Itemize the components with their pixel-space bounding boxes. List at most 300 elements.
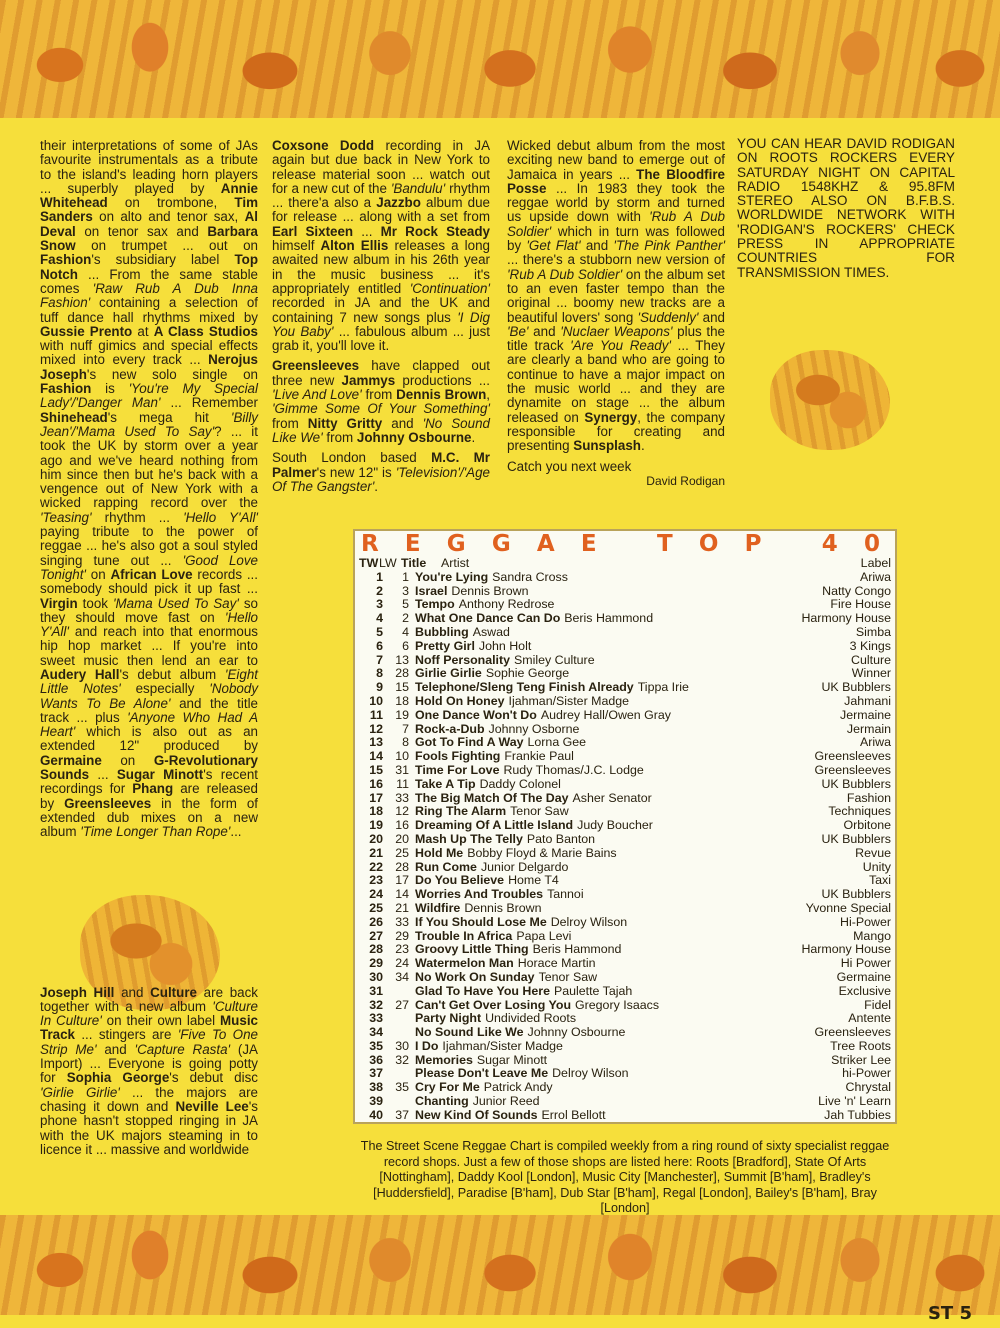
song-title: Can't Get Over Losing You [415, 997, 572, 1012]
chart-row [355, 736, 895, 750]
italic-title: 'Get Flat' [526, 238, 581, 254]
this-week-position: 28 [369, 942, 383, 957]
bold-name: Johnny Osbourne [356, 429, 472, 445]
this-week-position: 7 [376, 652, 383, 667]
bold-name: Greensleeves [272, 358, 360, 374]
italic-title: 'Time Longer Than Rope' [80, 824, 231, 840]
last-week-position: 19 [395, 707, 409, 722]
song-title: Fools Fighting [415, 749, 501, 764]
italic-title: 'No Sound Like We' [272, 415, 490, 445]
italic-title: 'Suddenly' [637, 309, 699, 325]
song-title: I Do [415, 1038, 439, 1053]
artist-name: Tannoi [547, 887, 584, 902]
record-label: Greensleeves [814, 749, 891, 764]
bold-name: Virgin [40, 595, 78, 611]
record-label: Germaine [836, 969, 891, 984]
chart-row [355, 723, 895, 737]
song-title: No Sound Like We [415, 1025, 524, 1040]
bold-name: Phang [132, 781, 174, 797]
article-column-1 [40, 139, 258, 1157]
italic-title: 'Culture In Culture' [40, 998, 258, 1029]
record-label: Greensleeves [814, 762, 891, 777]
artist-name: Bobby Floyd & Marie Bains [467, 845, 617, 860]
song-title: Israel [415, 583, 448, 598]
last-week-position: 33 [395, 790, 409, 805]
chart-row [355, 847, 895, 861]
record-label: Techniques [828, 804, 891, 819]
bold-name: Annie Whitehead [40, 180, 258, 211]
this-week-position: 37 [369, 1066, 383, 1081]
bold-name: Tim Sanders [40, 195, 258, 225]
record-label: Jermain [846, 721, 891, 736]
italic-title: 'Live And Love' [272, 387, 362, 403]
bold-name: Sunsplash [573, 438, 641, 454]
artist-name: Delroy Wilson [550, 914, 628, 929]
artist-name: Anthony Redrose [458, 597, 555, 612]
last-week-position: 13 [395, 652, 409, 667]
this-week-position: 14 [369, 749, 383, 764]
header-last-week: LW [379, 556, 397, 570]
last-week-position: 18 [395, 693, 409, 708]
this-week-position: 11 [369, 707, 383, 722]
last-week-position: 32 [395, 1052, 409, 1067]
chart-row [355, 902, 895, 916]
song-title: Noff Personality [415, 652, 511, 667]
song-title: Please Don't Leave Me [415, 1066, 549, 1081]
this-week-position: 2 [376, 583, 383, 598]
record-label: UK Bubblers [821, 680, 891, 695]
last-week-position: 21 [395, 900, 409, 915]
bold-name: The Bloodfire Posse [507, 166, 725, 196]
this-week-position: 40 [369, 1107, 383, 1122]
record-label: Fashion [846, 790, 891, 805]
artist-name: Daddy Colonel [479, 776, 561, 791]
record-label: Harmony House [801, 611, 891, 626]
song-title: Cry For Me [415, 1080, 480, 1095]
bold-name: Synergy [584, 409, 638, 425]
italic-title: 'The Pink Panther' [613, 238, 725, 254]
italic-title: 'Bandulu' [390, 180, 446, 196]
record-label: Taxi [868, 873, 891, 888]
chart-row [355, 999, 895, 1013]
song-title: Pretty Girl [415, 638, 475, 653]
last-week-position: 15 [395, 680, 409, 695]
bold-name: Jazzbo [376, 195, 421, 211]
last-week-position: 7 [402, 721, 409, 736]
artist-name: Rudy Thomas/J.C. Lodge [503, 762, 644, 777]
bold-name: Alton Ellis [320, 238, 389, 254]
chart-title-letter [623, 531, 632, 557]
chart-row [355, 957, 895, 971]
artist-name: Beris Hammond [532, 942, 622, 957]
article-paragraph: Joseph Hill and Culture are back together with a new album 'Culture In Culture' on their own label Music Track ... stingers are 'Five To One Strip Me' and 'Capture Rasta' (JA Import) ... Everyone is going potty for Sophia George's debut disc 'Girlie Girlie' ... the majors are chasing it down and Neville Lee's phone hasn't stopped ringing in JA with the UK majors steaming in to licence it ... massive and worldwide [40, 984, 259, 1157]
artist-name: Frankie Paul [504, 749, 574, 764]
this-week-position: 22 [369, 859, 383, 874]
last-week-position: 34 [395, 969, 409, 984]
chart-row [355, 1067, 895, 1081]
this-week-position: 6 [376, 638, 383, 653]
this-week-position: 19 [369, 818, 383, 833]
song-title: Ring The Alarm [415, 804, 507, 819]
chart-row [355, 640, 895, 654]
bold-name: Audery Hall [40, 666, 120, 682]
this-week-position: 1 [376, 569, 383, 584]
record-label: Hi Power [840, 956, 891, 971]
record-label: Greensleeves [814, 1025, 891, 1040]
song-title: Girlie Girlie [415, 666, 482, 681]
artist-name: Ijahman/Sister Madge [442, 1038, 563, 1053]
song-title: Worries And Troubles [415, 887, 544, 902]
bold-name: Shinehead [40, 409, 108, 425]
song-title: New Kind Of Sounds [415, 1107, 538, 1122]
chart-row [355, 971, 895, 985]
artist-name: Paulette Tajah [553, 983, 633, 998]
chart-footnote: The Street Scene Reggae Chart is compiled weekly from a ring round of sixty specialist reggae record shops. Just a few of those shops are listed here: Roots [Bradford], State Of Arts [Nottingham], Daddy Kool [London], Music City [Manchester], Summit [B'ham], Bradley's [Huddersfield], Paradise [B'ham], Dub Star [B'ham], Regal [London], Bailey's [B'ham], Bray [London] [360, 1139, 890, 1216]
this-week-position: 18 [369, 804, 383, 819]
song-title: Wildfire [415, 900, 461, 915]
bold-name: M.C. Mr Palmer [272, 450, 490, 480]
page-number: ST 5 [927, 1303, 972, 1324]
chart-row [355, 916, 895, 930]
song-title: The Big Match Of The Day [415, 790, 569, 805]
chart-row [355, 861, 895, 875]
record-label: Fidel [864, 997, 891, 1012]
record-label: Yvonne Special [805, 900, 891, 915]
record-label: Exclusive [838, 983, 891, 998]
artist-name: Tenor Saw [510, 804, 569, 819]
bold-name: Germaine [40, 752, 102, 768]
record-label: Ariwa [860, 735, 891, 750]
last-week-position: 17 [395, 873, 409, 888]
bold-name: Joseph Hill [40, 984, 115, 1000]
decorative-lion-band-bottom [0, 1215, 1000, 1315]
record-label: Unity [862, 859, 891, 874]
song-title: Hold On Honey [415, 693, 505, 708]
song-title: What One Dance Can Do [415, 611, 561, 626]
article-paragraph: Wicked debut album from the most exciting new band to emerge out of Jamaica in years ... The Bloodfire Posse ... In 1983 they took the reggae world by storm and turned us upside down with 'Rub A Dub Soldier' which in turn was followed by 'Get Flat' and 'The Pink Panther' ... there's a stubborn new version of 'Rub A Dub Soldier' on the album set to an even faster tempo than the original ... boomy new tracks are a beautiful lovers' song 'Suddenly' and 'Be' and 'Nuclaer Weapons' plus the title track 'Are You Ready' ... They are clearly a band who are going to continue to have a major impact on the music world ... and they are dynamite on stage ... the album released on Synergy, the company responsible for creating and presenting Sunsplash. [507, 138, 725, 454]
italic-title: 'Anyone Who Had A Heart' [40, 709, 259, 740]
this-week-position: 16 [369, 776, 383, 791]
artist-name: Sophie George [485, 666, 570, 681]
song-title: Run Come [415, 859, 477, 874]
bold-name: Sugar Minott [116, 767, 204, 783]
record-label: Culture [851, 652, 891, 667]
italic-title: 'Hello Y'All' [40, 609, 258, 640]
artist-name: Horace Martin [517, 956, 596, 971]
artist-name: Home T4 [508, 873, 559, 888]
last-week-position: 1 [402, 569, 409, 584]
song-title: Dreaming Of A Little Island [415, 818, 574, 833]
last-week-position: 29 [395, 928, 409, 943]
radio-notice: YOU CAN HEAR DAVID RODIGAN ON ROOTS ROCKERS EVERY SATURDAY NIGHT ON CAPITAL RADIO 1548KHZ & 95.8FM STEREO ALSO ON B.F.B.S. WORLDWIDE NETWORK WITH 'RODIGAN'S ROCKERS' CHECK PRESS IN APPROPRIATE COUNTRIES FOR TRANSMISSION TIMES. [737, 136, 955, 280]
song-title: Watermelon Man [415, 956, 514, 971]
reggae-top-40-chart [353, 529, 897, 1124]
artist-name: Dennis Brown [451, 583, 529, 598]
song-title: Hold Me [415, 845, 464, 860]
artist-name: Tenor Saw [538, 969, 598, 984]
this-week-position: 30 [369, 969, 383, 984]
song-title: Telephone/Sleng Teng Finish Already [415, 680, 634, 695]
chart-row [355, 985, 895, 999]
artist-name: Tippa Irie [637, 680, 689, 695]
chart-title-letter: R [361, 531, 380, 557]
artist-name: Johnny Osborne [488, 721, 580, 736]
artist-name: Delroy Wilson [552, 1066, 629, 1081]
this-week-position: 10 [369, 693, 383, 708]
record-label: hi-Power [842, 1066, 891, 1081]
this-week-position: 38 [369, 1080, 383, 1095]
last-week-position: 20 [395, 831, 409, 846]
this-week-position: 25 [369, 900, 383, 915]
italic-title: 'Billy Jean'/'Mama Used To Say' [40, 409, 258, 439]
record-label: Jah Tubbies [824, 1107, 891, 1122]
last-week-position: 2 [402, 611, 409, 626]
chart-row [355, 585, 895, 599]
record-label: UK Bubblers [821, 776, 891, 791]
italic-title: 'Continuation' [409, 280, 490, 296]
decorative-lion-band-top [0, 0, 1000, 118]
article-paragraph: South London based M.C. Mr Palmer's new 12" is 'Television'/'Age Of The Gangster'. [272, 450, 490, 494]
song-title: Party Night [415, 1011, 482, 1026]
italic-title: 'Gimme Some Of Your Something' [272, 401, 490, 417]
italic-title: 'Television'/'Age Of The Gangster' [272, 464, 490, 494]
record-label: Simba [855, 624, 891, 639]
song-title: Take A Tip [415, 776, 476, 791]
song-title: If You Should Lose Me [415, 914, 547, 929]
chart-row [355, 1026, 895, 1040]
bold-name: African Love [110, 566, 193, 582]
chart-row [355, 805, 895, 819]
italic-title: 'I Dig You Baby' [272, 309, 490, 339]
record-label: Tree Roots [830, 1038, 891, 1053]
record-label: 3 Kings [849, 638, 891, 653]
bold-name: Al Deval [40, 209, 258, 239]
bold-name: Barbara Snow [40, 223, 258, 254]
record-label: Harmony House [801, 942, 891, 957]
signoff: Catch you next week [507, 458, 632, 474]
bold-name: G-Revolutionary Sounds [40, 752, 258, 783]
chart-title-letter: 0 [863, 531, 881, 557]
song-title: Trouble In Africa [415, 928, 513, 943]
chart-row [355, 667, 895, 681]
last-week-position: 28 [395, 666, 409, 681]
this-week-position: 21 [369, 845, 383, 860]
last-week-position: 11 [396, 776, 409, 791]
record-label: Mango [853, 928, 891, 943]
last-week-position: 8 [402, 735, 409, 750]
this-week-position: 13 [369, 735, 383, 750]
artist-name: Junior Reed [472, 1094, 540, 1109]
this-week-position: 32 [369, 997, 383, 1012]
song-title: Bubbling [415, 624, 469, 639]
chart-row [355, 612, 895, 626]
chart-row [355, 819, 895, 833]
last-week-position: 6 [402, 638, 409, 653]
chart-row [355, 1012, 895, 1026]
this-week-position: 33 [369, 1011, 383, 1026]
chart-header-row [355, 557, 895, 571]
this-week-position: 27 [369, 928, 383, 943]
this-week-position: 26 [369, 914, 383, 929]
this-week-position: 12 [369, 721, 383, 736]
italic-title: 'Good Love Tonight' [40, 552, 259, 582]
bold-name: Top Notch [40, 252, 258, 282]
artist-name: Papa Levi [516, 928, 572, 943]
italic-title: 'Be' [507, 323, 529, 339]
song-title: Do You Believe [415, 873, 505, 888]
chart-row [355, 833, 895, 847]
chart-row [355, 792, 895, 806]
artist-name: Ijahman/Sister Madge [508, 693, 630, 708]
article-column-3 [507, 139, 725, 488]
bold-name: Neville Lee [175, 1098, 249, 1114]
artist-name: Beris Hammond [564, 611, 654, 626]
song-title: Glad To Have You Here [415, 983, 550, 998]
bold-name: Greensleeves [64, 795, 152, 811]
last-week-position: 10 [395, 749, 409, 764]
header-label: Label [860, 556, 891, 570]
author-signature: David Rodigan [646, 473, 725, 488]
last-week-position: 30 [395, 1038, 409, 1053]
chart-row [355, 1054, 895, 1068]
this-week-position: 39 [369, 1094, 383, 1109]
bold-name: Sophia George [66, 1070, 170, 1086]
this-week-position: 20 [369, 831, 383, 846]
record-label: Orbitone [843, 818, 891, 833]
record-label: Live 'n' Learn [818, 1094, 891, 1109]
bold-name: Nitty Gritty [307, 415, 383, 431]
record-label: Jermaine [840, 707, 891, 722]
artist-name: John Holt [478, 638, 532, 653]
this-week-position: 5 [376, 624, 383, 639]
article-paragraph: Coxsone Dodd recording in JA again but due back in New York to release material soon ... watch out for a new cut of the 'Bandulu' rhythm ... there'a also a Jazzbo album due for release ... along with a set from Earl Sixteen ... Mr Rock Steady himself Alton Ellis releases a long awaited new album in his 26th year in the music business ... it's appropriately entitled 'Continuation' recorded in JA and the UK and containing 7 new songs plus 'I Dig You Baby' ... fabulous album ... just grab it, you'll love it. [272, 138, 491, 354]
artist-name: Judy Boucher [577, 818, 653, 833]
italic-title: 'You're My Special Lady'/'Danger Man' [40, 381, 258, 411]
last-week-position: 23 [395, 942, 409, 957]
chart-row [355, 888, 895, 902]
artist-name: Aswad [472, 624, 510, 639]
artist-name: Dennis Brown [464, 900, 542, 915]
artist-name: Patrick Andy [483, 1080, 553, 1095]
italic-title: 'Nobody Wants To Be Alone' [40, 681, 259, 711]
last-week-position: 5 [402, 597, 409, 612]
this-week-position: 4 [376, 611, 383, 626]
chart-title-letter: E [404, 531, 422, 557]
chart-row [355, 874, 895, 888]
last-week-position: 37 [395, 1107, 409, 1122]
this-week-position: 34 [369, 1025, 383, 1040]
chart-title-letter [788, 531, 797, 557]
italic-title: 'Hello Y'All' [183, 509, 258, 525]
italic-title: 'Are You Ready' [570, 338, 671, 354]
last-week-position: 4 [402, 624, 409, 639]
this-week-position: 17 [369, 790, 383, 805]
record-label: Winner [851, 666, 891, 681]
italic-title: 'Rub A Dub Soldier' [507, 209, 725, 239]
record-label: Jahmani [844, 693, 891, 708]
chart-rows [355, 571, 895, 1123]
this-week-position: 29 [369, 956, 383, 971]
last-week-position: 33 [395, 914, 409, 929]
record-label: UK Bubblers [821, 831, 891, 846]
last-week-position: 31 [395, 762, 409, 777]
italic-title: 'Rub A Dub Soldier' [507, 266, 623, 282]
bold-name: Gussie Prento [40, 323, 133, 339]
record-label: Revue [855, 845, 891, 860]
last-week-position: 28 [395, 859, 409, 874]
bold-name: Earl Sixteen [272, 223, 354, 239]
this-week-position: 23 [369, 873, 383, 888]
bold-name: Fashion [40, 381, 92, 397]
record-label: Chrystal [845, 1080, 891, 1095]
article-column-2 [272, 139, 490, 494]
this-week-position: 15 [369, 762, 383, 777]
italic-title: 'Capture Rasta' [134, 1041, 231, 1057]
last-week-position: 16 [395, 818, 409, 833]
record-label: Hi-Power [840, 914, 891, 929]
bold-name: Nerojus Joseph [40, 352, 258, 382]
chart-row [355, 695, 895, 709]
artist-name: Asher Senator [572, 790, 652, 805]
chart-row [355, 709, 895, 723]
chart-title-letter: G [446, 531, 467, 557]
italic-title: 'Five To One Strip Me' [40, 1027, 258, 1057]
song-title: No Work On Sunday [415, 969, 535, 984]
chart-title-letter: A [536, 531, 556, 557]
song-title: Got To Find A Way [415, 735, 524, 750]
chart-row [355, 930, 895, 944]
record-label: Fire House [830, 597, 891, 612]
header-this-week: TW [359, 556, 379, 570]
record-label: Ariwa [860, 569, 891, 584]
artist-name: Johnny Osbourne [527, 1025, 626, 1040]
decorative-lion-illustration-right [770, 350, 890, 450]
chart-title-letter: T [656, 531, 674, 557]
last-week-position: 14 [395, 887, 409, 902]
chart-title [355, 531, 895, 557]
chart-title-letter: G [491, 531, 512, 557]
artist-name: Pato Banton [526, 831, 596, 846]
song-title: Mash Up The Telly [415, 831, 523, 846]
bold-name: Dennis Brown [396, 387, 487, 403]
header-title: Title [401, 556, 427, 570]
chart-row [355, 598, 895, 612]
artist-name: Audrey Hall/Owen Gray [540, 707, 671, 722]
this-week-position: 24 [369, 887, 383, 902]
chart-title-letter: O [698, 531, 720, 557]
chart-title-letter: E [580, 531, 598, 557]
this-week-position: 35 [369, 1038, 383, 1053]
bold-name: Jammys [341, 372, 396, 388]
italic-title: 'Teasing' [40, 509, 92, 525]
song-title: You're Lying [415, 569, 489, 584]
chart-row [355, 1095, 895, 1109]
bold-name: Coxsone Dodd [272, 138, 375, 153]
artist-name: Gregory Isaacs [575, 997, 660, 1012]
article-paragraph: Greensleeves have clapped out three new Jammys productions ... 'Live And Love' from Dennis Brown, 'Gimme Some Of Your Something' from Nitty Gritty and 'No Sound Like We' from Johnny Osbourne. [272, 358, 490, 445]
chart-title-letter: P [744, 531, 763, 557]
this-week-position: 36 [369, 1052, 383, 1067]
song-title: Chanting [415, 1094, 469, 1109]
artist-name: Errol Bellott [541, 1107, 606, 1122]
bold-name: Music Track [40, 1013, 258, 1043]
chart-row [355, 778, 895, 792]
last-week-position: 12 [395, 804, 409, 819]
bold-name: Mr Rock Steady [380, 223, 491, 239]
italic-title: 'Raw Rub A Dub Inna Fashion' [40, 280, 258, 311]
italic-title: 'Eight Little Notes' [40, 666, 258, 697]
this-week-position: 3 [376, 597, 383, 612]
